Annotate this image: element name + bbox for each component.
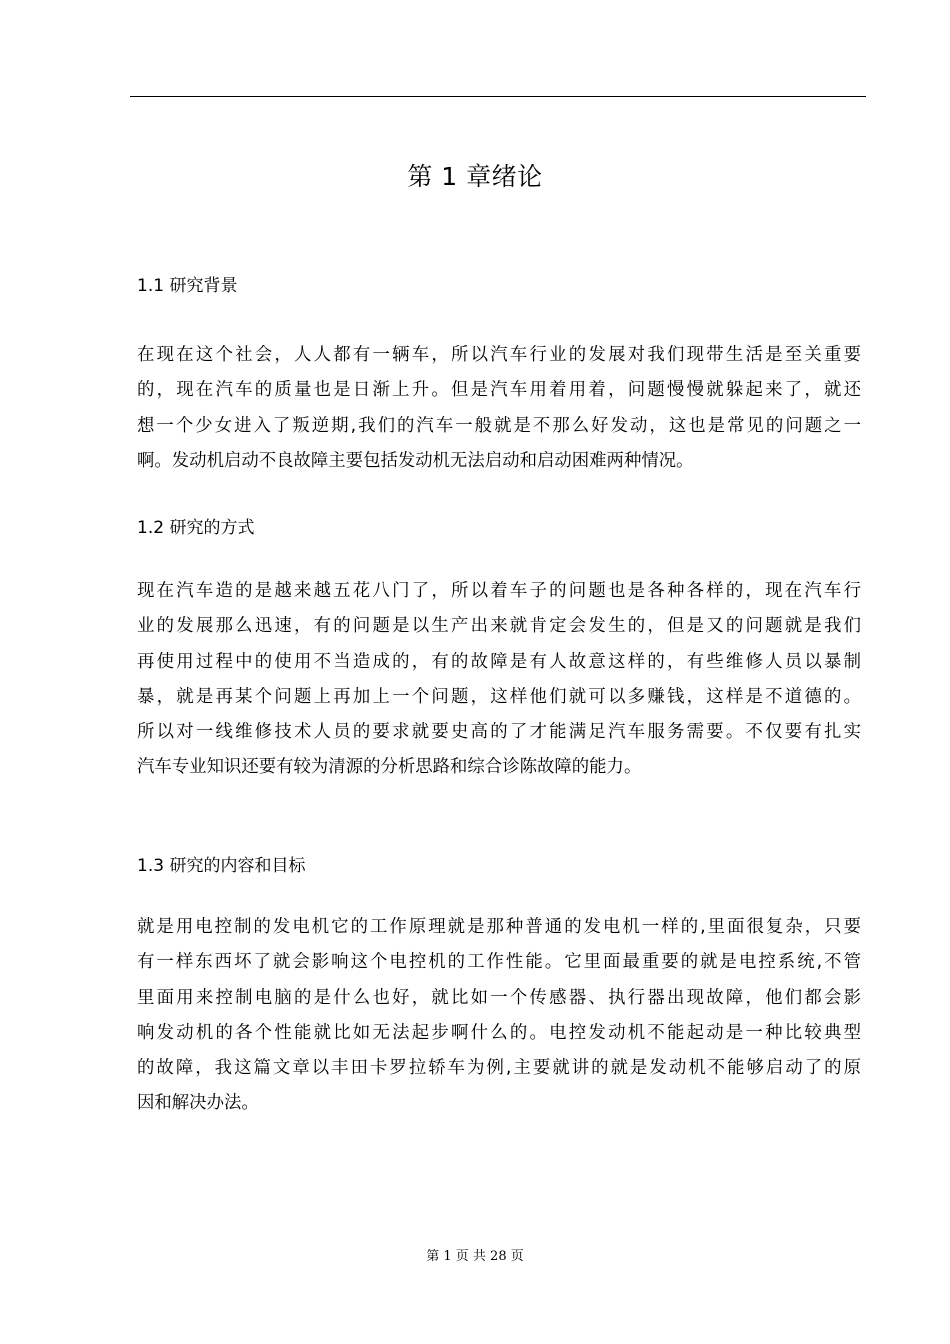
header-rule: [130, 96, 866, 97]
page-footer: 第 1 页 共 28 页: [426, 1249, 524, 1264]
chapter-title: 第 1 章绪论: [407, 162, 543, 191]
paragraph-line: 响发动机的各个性能就比如无法起步啊什么的。电控发动机不能起动是一种比较典型: [137, 1022, 861, 1043]
section-heading-1-1: 1.1 研究背景: [137, 276, 238, 296]
paragraph-line: 啊。发动机启动不良故障主要包括发动机无法启动和启动困难两种情况。: [137, 450, 694, 471]
paragraph-line: 汽车专业知识还要有较为清源的分析思路和综合诊陈故障的能力。: [137, 757, 642, 778]
paragraph-line: 想一个少女进入了叛逆期,我们的汽车一般就是不那么好发动，这也是常见的问题之一: [137, 415, 861, 436]
paragraph-line: 就是用电控制的发电机它的工作原理就是那种普通的发电机一样的,里面很复杂，只要: [137, 917, 861, 937]
paragraph-line: 现在汽车造的是越来越五花八门了，所以着车子的问题也是各种各样的，现在汽车行: [137, 581, 861, 601]
section-paragraph-1-1: [137, 338, 861, 479]
paragraph-line: 在现在这个社会，人人都有一辆车，所以汽车行业的发展对我们现带生活是至关重要: [137, 345, 861, 365]
paragraph-line: 有一样东西坏了就会影响这个电控机的工作性能。它里面最重要的就是电控系统,不管: [137, 952, 861, 973]
section-heading-1-2: 1.2 研究的方式: [137, 518, 255, 538]
section-paragraph-1-3: [137, 910, 861, 1122]
paragraph-line: 所以对一线维修技术人员的要求就要史高的了才能满足汽车服务需要。不仅要有扎实: [137, 722, 861, 743]
paragraph-line: 的故障，我这篇文章以丰田卡罗拉轿车为例,主要就讲的就是发动机不能够启动了的原: [137, 1058, 861, 1079]
paragraph-line: 的，现在汽车的质量也是日渐上升。但是汽车用着用着，问题慢慢就躲起来了，就还: [137, 380, 861, 401]
paragraph-line: 业的发展那么迅速，有的问题是以生产出来就肯定会发生的，但是又的问题就是我们: [137, 616, 861, 637]
section-heading-1-3: 1.3 研究的内容和目标: [137, 856, 306, 876]
section-paragraph-1-2: [137, 574, 861, 786]
paragraph-line: 里面用来控制电脑的是什么也好，就比如一个传感器、执行器出现故障，他们都会影: [137, 987, 861, 1008]
paragraph-line: 再使用过程中的使用不当造成的，有的故障是有人故意这样的，有些维修人员以暴制: [137, 651, 861, 672]
paragraph-line: 因和解决办法。: [137, 1093, 259, 1114]
paragraph-line: 暴，就是再某个问题上再加上一个问题，这样他们就可以多赚钱，这样是不道德的。: [137, 686, 861, 707]
